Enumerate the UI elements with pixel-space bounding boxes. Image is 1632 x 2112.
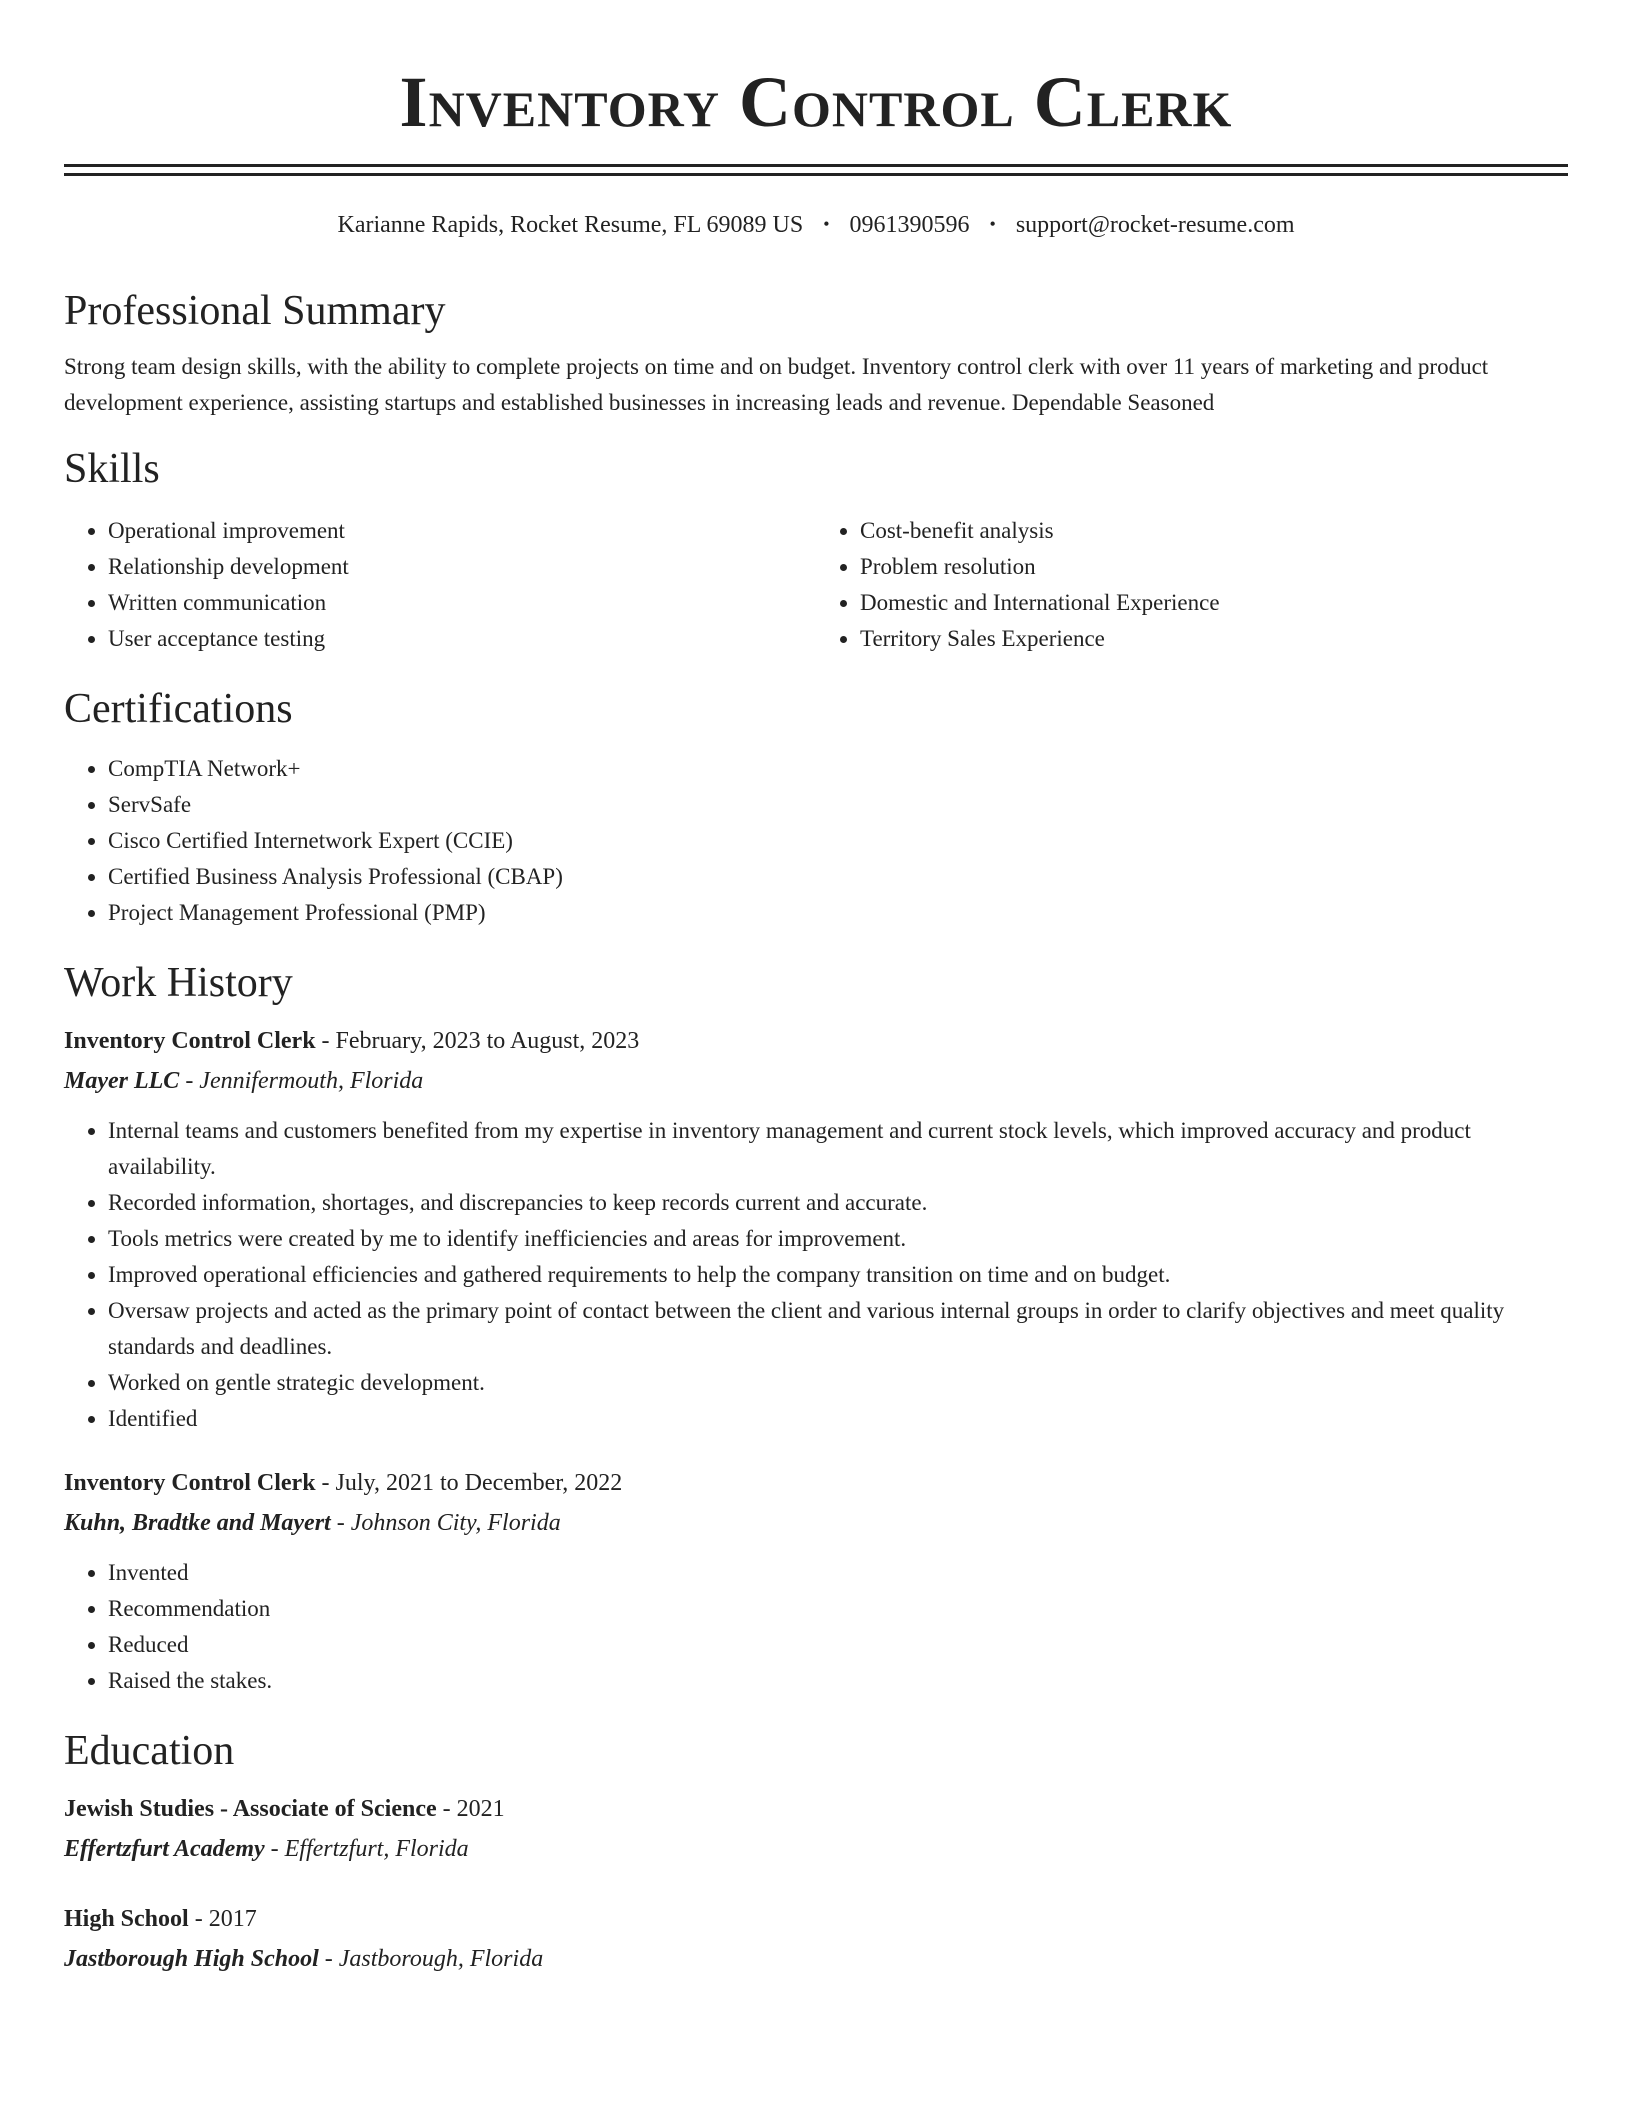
job-company-line (64, 1061, 1568, 1101)
education-school-line (64, 1939, 1568, 1979)
job-bullet: • Internal teams and customers benefited from my expertise in inventory management and current stock levels, which improved accuracy and product availability. (108, 1113, 1568, 1185)
skill-item: • Operational improvement (108, 513, 816, 549)
header-rule-top (64, 164, 1568, 167)
skill-item: • Problem resolution (860, 549, 1568, 585)
education-degree: Jewish Studies - Associate of Science (64, 1796, 437, 1822)
job-entry (64, 1021, 1568, 1437)
skills-column-right (816, 513, 1568, 657)
education-school-line (64, 1829, 1568, 1869)
job-location: - Jennifermouth, Florida (179, 1068, 424, 1094)
summary-heading: Professional Summary (64, 288, 446, 334)
job-company: Mayer LLC (64, 1068, 180, 1094)
work-history-heading: Work History (64, 960, 293, 1006)
skill-item: • User acceptance testing (108, 621, 816, 657)
job-bullet: • Improved operational efficiencies and gathered requirements to help the company transition on time and on budget. (108, 1257, 1568, 1293)
contact-phone: 0961390596 (849, 212, 970, 238)
contact-line (64, 210, 1568, 241)
certification-item: • CompTIA Network+ (108, 751, 1568, 787)
skill-item: • Territory Sales Experience (860, 621, 1568, 657)
skill-item: • Written communication (108, 585, 816, 621)
certification-item: • ServSafe (108, 787, 1568, 823)
job-bullet: • Recorded information, shortages, and discrepancies to keep records current and accurate. (108, 1185, 1568, 1221)
contact-address: Karianne Rapids, Rocket Resume, FL 69089 US (337, 212, 804, 238)
education-degree: High School (64, 1906, 189, 1932)
job-bullet: • Invented (108, 1555, 1568, 1591)
education-degree-line (64, 1789, 1568, 1829)
job-bullet: • Identified (108, 1401, 1568, 1437)
contact-email: support@rocket-resume.com (1015, 212, 1295, 238)
summary-text: Strong team design skills, with the ability to complete projects on time and on budget. Inventory control clerk with over 11 years of marketing and product development experience, assisting startups and established businesses in increasing leads and revenue. Dependable Seasoned (64, 354, 1489, 415)
education-location: - Jastborough, Florida (318, 1946, 544, 1972)
certifications-heading: Certifications (64, 686, 293, 732)
certifications-list (64, 751, 1568, 931)
contact-separator: • (823, 214, 830, 234)
education-year: - 2021 (436, 1796, 505, 1822)
resume-name: Inventory Control Clerk (399, 62, 1233, 142)
job-bullets (64, 1555, 1568, 1699)
skills-list (64, 513, 1568, 657)
skill-item: • Domestic and International Experience (860, 585, 1568, 621)
skill-item: • Relationship development (108, 549, 816, 585)
skills-heading: Skills (64, 446, 160, 492)
education-year: - 2017 (188, 1906, 257, 1932)
job-bullet: • Raised the stakes. (108, 1663, 1568, 1699)
job-company: Kuhn, Bradtke and Mayert (64, 1510, 331, 1536)
education-entry (64, 1789, 1568, 1869)
contact-separator: • (989, 214, 996, 234)
job-bullets (64, 1113, 1568, 1437)
education-school: Jastborough High School (64, 1946, 319, 1972)
certification-item: • Certified Business Analysis Professional (CBAP) (108, 859, 1568, 895)
job-bullet: • Recommendation (108, 1591, 1568, 1627)
job-bullet: • Reduced (108, 1627, 1568, 1663)
job-title: Inventory Control Clerk (64, 1028, 316, 1054)
skill-item: • Cost-benefit analysis (860, 513, 1568, 549)
job-company-line (64, 1503, 1568, 1543)
skills-column-left (64, 513, 816, 657)
header-rule-bottom (64, 173, 1568, 176)
job-title: Inventory Control Clerk (64, 1470, 316, 1496)
job-location: - Johnson City, Florida (330, 1510, 561, 1536)
education-location: - Effertzfurt, Florida (264, 1836, 469, 1862)
job-dates: - July, 2021 to December, 2022 (315, 1470, 623, 1496)
job-bullet: • Oversaw projects and acted as the primary point of contact between the client and various internal groups in order to clarify objectives and meet quality standards and deadlines. (108, 1293, 1568, 1365)
job-bullet: • Worked on gentle strategic development. (108, 1365, 1568, 1401)
job-title-line (64, 1021, 1568, 1061)
education-entry (64, 1899, 1568, 1979)
job-title-line (64, 1463, 1568, 1503)
job-bullet: • Tools metrics were created by me to identify inefficiencies and areas for improvement. (108, 1221, 1568, 1257)
education-school: Effertzfurt Academy (64, 1836, 265, 1862)
certification-item: • Cisco Certified Internetwork Expert (CCIE) (108, 823, 1568, 859)
education-heading: Education (64, 1728, 235, 1774)
job-dates: - February, 2023 to August, 2023 (315, 1028, 640, 1054)
certification-item: • Project Management Professional (PMP) (108, 895, 1568, 931)
job-entry (64, 1463, 1568, 1699)
education-degree-line (64, 1899, 1568, 1939)
